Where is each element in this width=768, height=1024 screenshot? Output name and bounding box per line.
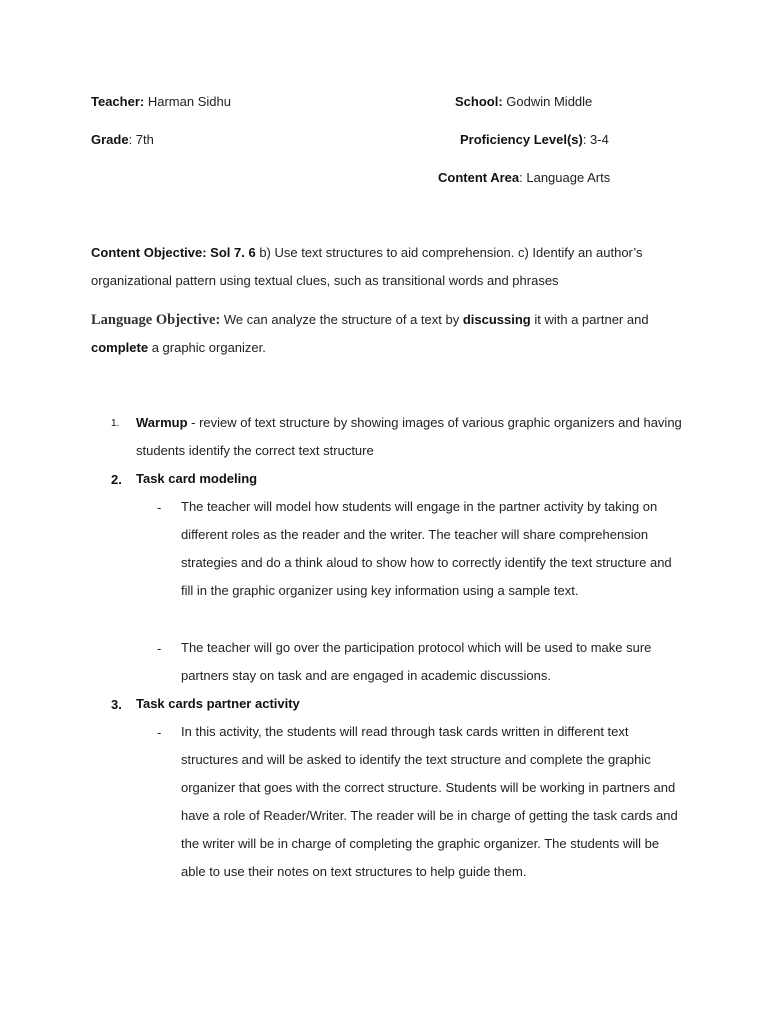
teacher-field xyxy=(91,94,231,109)
proficiency-label: Proficiency Level(s) xyxy=(460,132,583,147)
step-2-number: 2. xyxy=(111,472,122,487)
content-area-value: : Language Arts xyxy=(519,170,611,185)
step-1-text: - review of text structure by showing images of various graphic organizers and having students identify the correct text structure xyxy=(136,415,682,458)
proficiency-value: : 3-4 xyxy=(582,132,609,147)
language-objective-text-2: it with a partner and xyxy=(530,312,649,327)
language-objective xyxy=(91,306,681,362)
step-1-content xyxy=(136,409,696,465)
language-objective-text-3: a graphic organizer. xyxy=(148,340,266,355)
step-3-title: Task cards partner activity xyxy=(136,696,300,711)
bullet-dash: - xyxy=(157,641,162,656)
grade-label: Grade xyxy=(91,132,129,147)
content-area-field xyxy=(438,170,610,185)
language-objective-bold-1: discussing xyxy=(462,312,531,327)
teacher-value: Harman Sidhu xyxy=(144,94,231,109)
step-3-bullet-1: In this activity, the students will read through task cards written in different text structures and will be asked to identify the text structure and complete the graphic organizer that goes with the correct structure. Students will be working in partners and have a role of Reader/Writer. The reader will be in charge of getting the task cards and the writer will be in charge of completing the graphic organizer. The students will be able to use their notes on text structures to help guide them. xyxy=(181,724,678,879)
step-2-bullet-2: The teacher will go over the participation protocol which will be used to make sure partners stay on task and are engaged in academic discussions. xyxy=(181,640,652,683)
step-2-title: Task card modeling xyxy=(136,471,258,486)
proficiency-field xyxy=(460,132,609,147)
step-3-content xyxy=(136,690,696,718)
bullet-dash: - xyxy=(157,500,162,515)
bullet-dash: - xyxy=(157,725,162,740)
step-3-number: 3. xyxy=(111,697,122,712)
step-2-content xyxy=(136,465,696,493)
content-area-label: Content Area xyxy=(438,170,520,185)
content-objective xyxy=(91,239,691,295)
school-label: School: xyxy=(455,94,503,109)
content-objective-text: b) Use text structures to aid comprehension. c) Identify an author’s organizational pattern using textual clues, such as transitional words and phrases xyxy=(91,245,643,288)
grade-value: : 7th xyxy=(128,132,154,147)
grade-field xyxy=(91,132,154,147)
language-objective-text-1: We can analyze the structure of a text by xyxy=(220,312,463,327)
language-objective-bold-2: complete xyxy=(91,340,149,355)
step-1-title: Warmup xyxy=(136,415,188,430)
content-objective-label: Content Objective: Sol 7. 6 xyxy=(91,245,256,260)
step-2-bullet-1: The teacher will model how students will engage in the partner activity by taking on different roles as the reader and the writer. The teacher will share comprehension strategies and do a think aloud to show how to correctly identify the text structure and fill in the graphic organizer using key information using a sample text. xyxy=(181,499,672,598)
teacher-label: Teacher: xyxy=(91,94,145,109)
school-field xyxy=(455,94,592,109)
school-value: Godwin Middle xyxy=(502,94,593,109)
language-objective-label: Language Objective: xyxy=(91,312,221,328)
step-1-number: 1. xyxy=(111,418,120,429)
